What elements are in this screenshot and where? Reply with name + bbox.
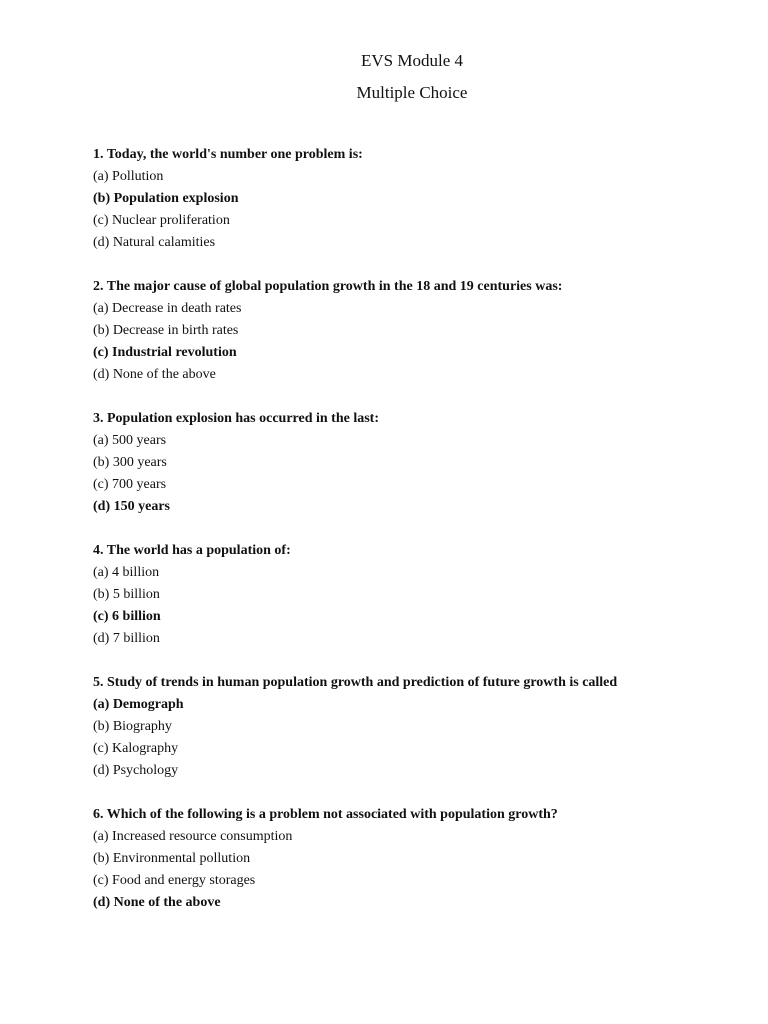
question-3	[93, 408, 753, 518]
question-4	[93, 540, 753, 650]
question-2	[93, 276, 753, 386]
answer-option: (a) 4 billion	[93, 565, 160, 580]
answer-option: (b) 5 billion	[93, 587, 160, 602]
answer-option: (b) Population explosion	[93, 191, 239, 206]
answer-option: (d) None of the above	[93, 895, 221, 910]
question-text: 6. Which of the following is a problem not associated with population growth?	[93, 807, 558, 822]
answer-option: (b) 300 years	[93, 455, 167, 470]
question-text: 5. Study of trends in human population growth and prediction of future growth is called	[93, 675, 618, 690]
question-text: 3. Population explosion has occurred in the last:	[93, 411, 379, 426]
answer-option: (a) Decrease in death rates	[93, 301, 242, 316]
answer-option: (d) Psychology	[93, 763, 179, 778]
question-1	[93, 144, 753, 254]
document-subtitle: Multiple Choice	[356, 83, 468, 102]
question-5	[93, 672, 753, 782]
question-list	[93, 144, 753, 936]
document-title: EVS Module 4	[361, 51, 463, 70]
answer-option: (d) 7 billion	[93, 631, 160, 646]
answer-option: (c) Industrial revolution	[93, 345, 237, 360]
answer-option: (c) 6 billion	[93, 609, 161, 624]
answer-option: (d) 150 years	[93, 499, 170, 514]
answer-option: (a) Demograph	[93, 697, 184, 712]
answer-option: (c) 700 years	[93, 477, 167, 492]
answer-option: (d) None of the above	[93, 367, 216, 382]
question-text: 2. The major cause of global population growth in the 18 and 19 centuries was:	[93, 279, 563, 294]
answer-option: (a) Pollution	[93, 169, 164, 184]
answer-option: (a) 500 years	[93, 433, 167, 448]
question-text: 4. The world has a population of:	[93, 543, 291, 558]
question-text: 1. Today, the world's number one problem is:	[93, 147, 363, 162]
answer-option: (c) Kalography	[93, 741, 179, 756]
answer-option: (b) Decrease in birth rates	[93, 323, 239, 338]
answer-option: (b) Environmental pollution	[93, 851, 251, 866]
answer-option: (a) Increased resource consumption	[93, 829, 293, 844]
answer-option: (d) Natural calamities	[93, 235, 216, 250]
answer-option: (c) Nuclear proliferation	[93, 213, 230, 228]
answer-option: (b) Biography	[93, 719, 172, 734]
question-6	[93, 804, 753, 914]
answer-option: (c) Food and energy storages	[93, 873, 256, 888]
